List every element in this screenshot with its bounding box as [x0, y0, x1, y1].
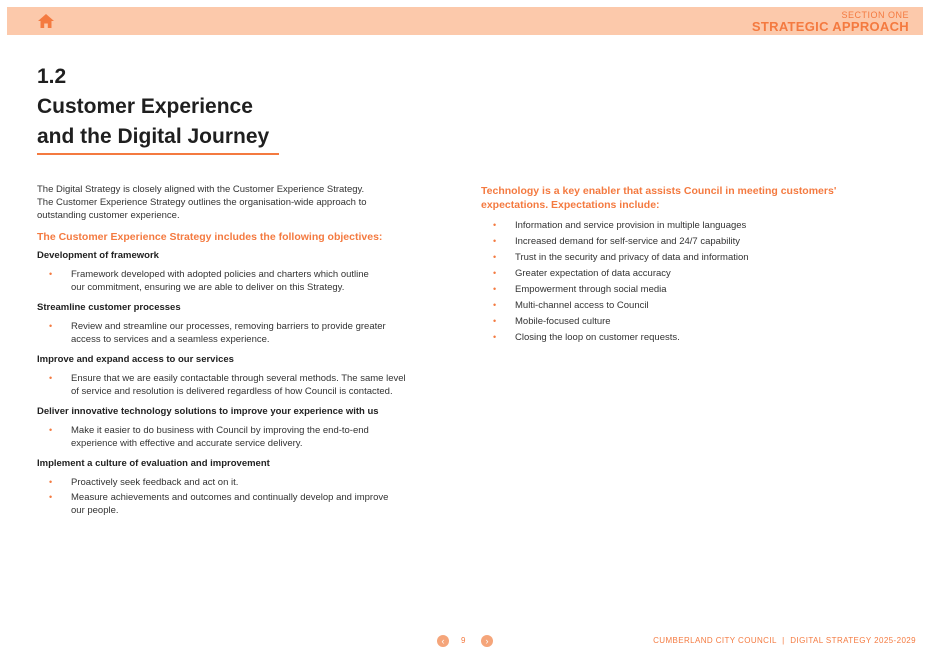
- page-title-line-1: Customer Experience: [37, 95, 253, 118]
- list-item-text: Information and service provision in multiple languages: [515, 220, 747, 231]
- footer: [653, 635, 916, 647]
- list-item: [481, 235, 861, 248]
- bullet-icon: •: [49, 321, 53, 331]
- objective-bullets: [37, 424, 427, 450]
- bullet-line: Review and streamline our processes, removing barriers to provide greater: [71, 321, 386, 332]
- list-item: [481, 315, 861, 328]
- top-banner: [7, 7, 923, 35]
- footer-separator: |: [782, 636, 785, 645]
- bullet-line: experience with effective and accurate service delivery.: [71, 438, 303, 449]
- list-item: [481, 251, 861, 264]
- page-title-line-2: and the Digital Journey: [37, 125, 270, 148]
- bullet-line: Proactively seek feedback and act on it.: [71, 477, 239, 488]
- objective-title: Development of framework: [37, 250, 159, 261]
- bullet-icon: •: [49, 269, 53, 279]
- intro-line: The Digital Strategy is closely aligned with the Customer Experience Strategy.: [37, 184, 365, 195]
- bullet-line: Measure achievements and outcomes and continually develop and improve: [71, 492, 389, 503]
- list-item: [37, 372, 427, 398]
- bullet-line: our commitment, ensuring we are able to deliver on this Strategy.: [71, 282, 345, 293]
- objective-title: Improve and expand access to our services: [37, 354, 234, 365]
- footer-doc-title: DIGITAL STRATEGY 2025-2029: [790, 636, 916, 645]
- list-item-text: Multi-channel access to Council: [515, 300, 649, 311]
- bullet-icon: •: [493, 300, 497, 310]
- expectations-heading-line: expectations. Expectations include:: [481, 199, 660, 211]
- page-number: 9: [461, 636, 466, 645]
- list-item-text: Closing the loop on customer requests.: [515, 332, 680, 343]
- list-item: [481, 331, 861, 344]
- footer-org: CUMBERLAND CITY COUNCIL: [653, 636, 777, 645]
- section-number: 1.2: [37, 65, 67, 88]
- section-label: SECTION ONE: [841, 10, 909, 20]
- list-item: [37, 320, 427, 346]
- bullet-line: of service and resolution is delivered regardless of how Council is contacted.: [71, 386, 393, 397]
- objectives-heading: The Customer Experience Strategy includes the following objectives:: [37, 231, 383, 243]
- intro-paragraph: [37, 183, 427, 222]
- objective-title: Implement a culture of evaluation and improvement: [37, 458, 270, 469]
- list-item: [481, 267, 861, 280]
- left-column: [37, 183, 427, 519]
- list-item-text: Empowerment through social media: [515, 284, 667, 295]
- section-title: STRATEGIC APPROACH: [751, 19, 909, 34]
- intro-line: The Customer Experience Strategy outlines the organisation-wide approach to: [37, 197, 367, 208]
- bullet-icon: •: [493, 220, 497, 230]
- list-item: [481, 299, 861, 312]
- bullet-icon: •: [49, 373, 53, 383]
- bullet-line: Make it easier to do business with Council by improving the end-to-end: [71, 425, 369, 436]
- expectations-heading: [481, 184, 861, 212]
- page-heading: [37, 62, 269, 152]
- bullet-line: Framework developed with adopted policies and charters which outline: [71, 269, 369, 280]
- objective-bullets: [37, 372, 427, 398]
- home-icon[interactable]: [37, 13, 55, 29]
- bullet-icon: •: [493, 236, 497, 246]
- list-item-text: Increased demand for self-service and 24/7 capability: [515, 236, 740, 247]
- bullet-icon: •: [493, 316, 497, 326]
- bullet-line: our people.: [71, 505, 119, 516]
- bullet-icon: •: [493, 284, 497, 294]
- objective-bullets: [37, 476, 427, 517]
- chevron-right-icon[interactable]: ›: [481, 635, 493, 647]
- list-item: [37, 491, 427, 517]
- list-item-text: Greater expectation of data accuracy: [515, 268, 671, 279]
- bullet-icon: •: [49, 492, 53, 502]
- chevron-left-icon[interactable]: ‹: [437, 635, 449, 647]
- list-item: [37, 476, 427, 489]
- bullet-icon: •: [49, 425, 53, 435]
- expectations-heading-line: Technology is a key enabler that assists Council in meeting customers': [481, 185, 837, 197]
- objective-title: Deliver innovative technology solutions to improve your experience with us: [37, 406, 379, 417]
- intro-line: outstanding customer experience.: [37, 210, 180, 221]
- bullet-line: access to services and a seamless experience.: [71, 334, 270, 345]
- bullet-icon: •: [493, 252, 497, 262]
- objective-bullets: [37, 320, 427, 346]
- bullet-icon: •: [49, 477, 53, 487]
- bullet-line: Ensure that we are easily contactable through several methods. The same level: [71, 373, 406, 384]
- list-item-text: Trust in the security and privacy of data and information: [515, 252, 749, 263]
- list-item: [481, 219, 861, 232]
- list-item: [481, 283, 861, 296]
- objective-bullets: [37, 268, 427, 294]
- expectations-list: [481, 219, 861, 344]
- objective-title: Streamline customer processes: [37, 302, 181, 313]
- right-column: [481, 184, 861, 347]
- bullet-icon: •: [493, 268, 497, 278]
- list-item: [37, 424, 427, 450]
- list-item-text: Mobile-focused culture: [515, 316, 611, 327]
- bullet-icon: •: [493, 332, 497, 342]
- heading-underline: [37, 153, 279, 155]
- list-item: [37, 268, 427, 294]
